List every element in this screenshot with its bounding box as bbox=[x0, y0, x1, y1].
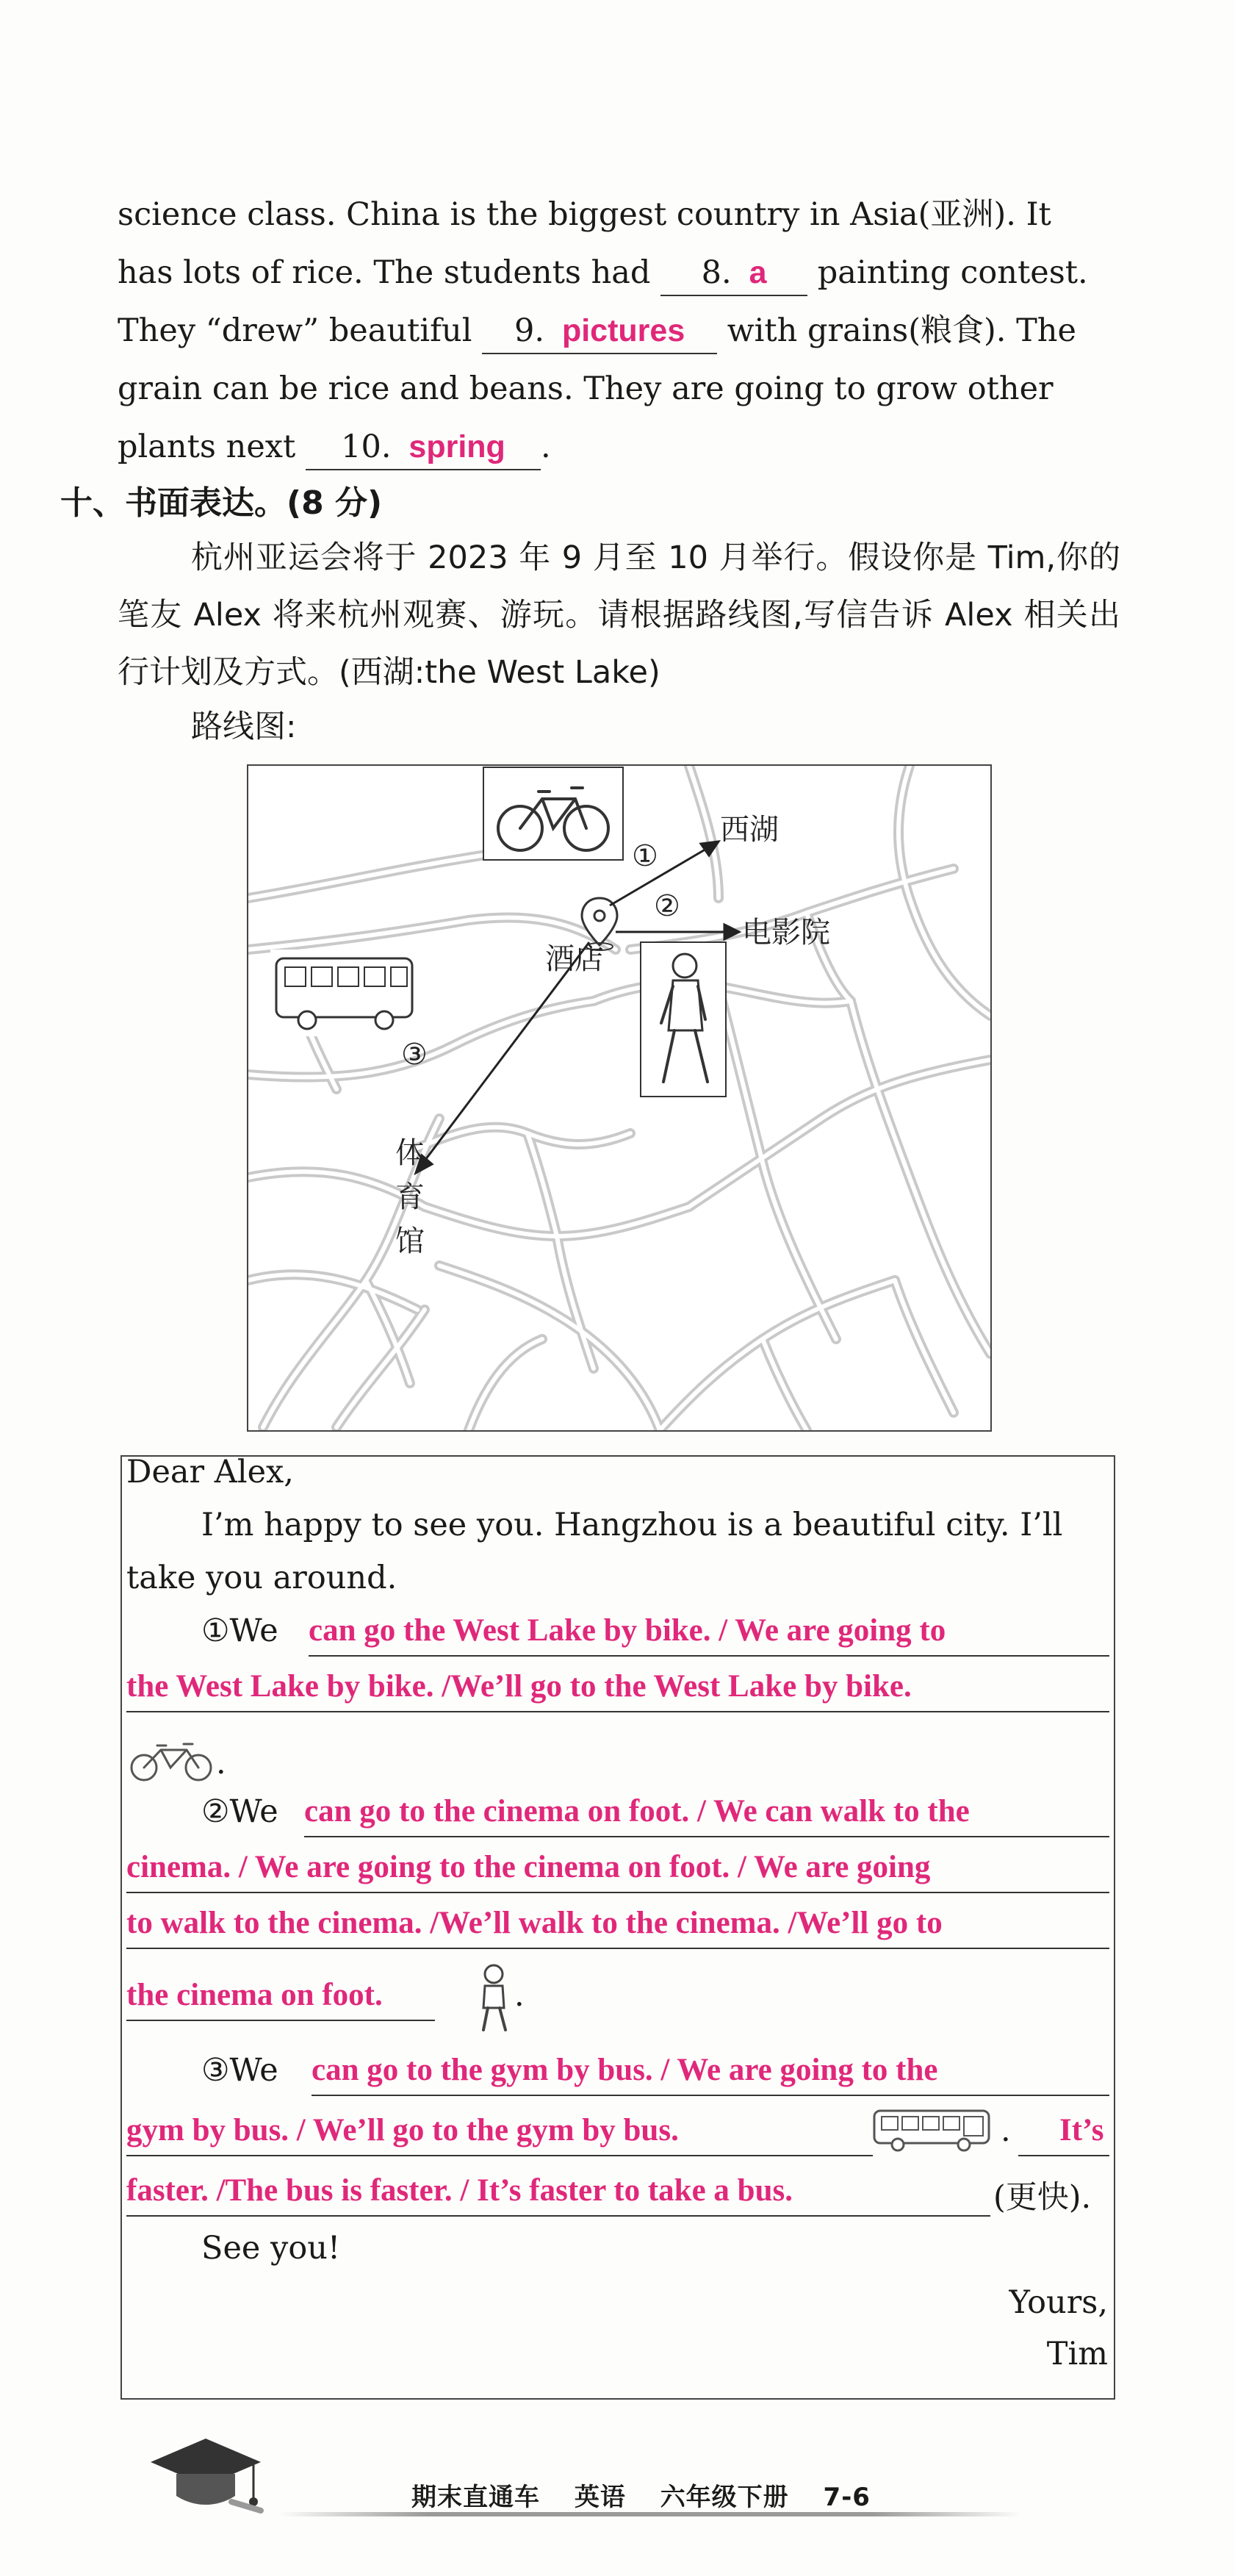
p2-period: . bbox=[514, 1977, 525, 2014]
map-label-gym-3: 馆 bbox=[395, 1224, 425, 1258]
answer-blank-8: 8. a bbox=[660, 251, 807, 296]
letter-greeting: Dear Alex, bbox=[126, 1454, 294, 1490]
p3-underline-3 bbox=[126, 2215, 990, 2217]
p1-period: . bbox=[216, 1745, 226, 1782]
p1-answer-line2: the West Lake by bike. /We’ll go to the West Lake by bike. bbox=[126, 1669, 912, 1704]
p2-underline-4 bbox=[126, 2020, 435, 2021]
p3-underline-2b bbox=[1018, 2155, 1109, 2156]
p2-answer-line4: the cinema on foot. bbox=[126, 1978, 383, 2012]
answer-blank-9: 9. pictures bbox=[482, 309, 717, 354]
route-map-label: 路线图: bbox=[191, 708, 297, 745]
letter-closing: See you! bbox=[201, 2230, 341, 2267]
letter-intro-line1: I’m happy to see you. Hangzhou is a beautiful city. I’ll bbox=[201, 1507, 1063, 1543]
route-map bbox=[247, 764, 992, 1432]
street-network-inner bbox=[248, 766, 990, 1430]
map-label-hotel: 酒店 bbox=[545, 942, 604, 976]
passage-line: plants next 10. spring . bbox=[118, 418, 1117, 476]
p2-answer-line2: cinema. / We are going to the cinema on foot. / We are going bbox=[126, 1850, 931, 1884]
p3-prefix: ③We bbox=[201, 2052, 278, 2089]
walking-person-icon bbox=[641, 942, 726, 1097]
letter-signature: Tim bbox=[1046, 2336, 1108, 2372]
p1-underline-1 bbox=[309, 1655, 1109, 1657]
p3-answer-line1: can go to the gym by bus. / We are going to the bbox=[312, 2053, 938, 2087]
route-mark-3: ③ bbox=[401, 1038, 428, 1072]
walking-boy-icon bbox=[476, 1962, 513, 2033]
bus-icon bbox=[270, 950, 417, 1036]
map-label-gym-1: 体 bbox=[395, 1136, 425, 1170]
letter-intro-line2: take you around. bbox=[126, 1560, 397, 1596]
route-mark-2: ② bbox=[654, 889, 680, 923]
p1-answer-line1: can go the West Lake by bike. / We are going to bbox=[309, 1613, 946, 1648]
bicycle-icon bbox=[128, 1740, 216, 1784]
p3-underline-2 bbox=[126, 2155, 873, 2156]
footer-grade: 六年级下册 bbox=[660, 2483, 789, 2512]
footer-rule bbox=[279, 2512, 1021, 2516]
route-map-drawing bbox=[248, 766, 990, 1430]
p2-answer-line1: can go to the cinema on foot. / We can walk to the bbox=[304, 1794, 970, 1829]
footer-subject: 英语 bbox=[574, 2483, 626, 2512]
graduation-cap-icon bbox=[143, 2425, 268, 2521]
p2-underline-3 bbox=[126, 1948, 1109, 1949]
map-label-gym-2: 育 bbox=[395, 1180, 425, 1214]
bus-icon bbox=[871, 2108, 993, 2153]
letter-box bbox=[120, 1455, 1115, 2400]
p3-answer-line3: faster. /The bus is faster. / It’s faster to take a bus. bbox=[126, 2173, 793, 2208]
p2-answer-line3: to walk to the cinema. /We’ll walk to the cinema. /We’ll go to bbox=[126, 1906, 943, 1940]
map-label-west-lake: 西湖 bbox=[720, 813, 779, 847]
answer-blank-10: 10. spring bbox=[306, 425, 541, 470]
p2-underline-2 bbox=[126, 1892, 1109, 1893]
p3-answer-line2: gym by bus. / We’ll go to the gym by bus. bbox=[126, 2113, 679, 2148]
reading-passage bbox=[118, 186, 1117, 476]
p2-prefix: ②We bbox=[201, 1793, 278, 1830]
p3-answer-line2b: It’s bbox=[1059, 2113, 1104, 2148]
p3-hint: (更快). bbox=[993, 2179, 1092, 2216]
letter-signoff: Yours, bbox=[1009, 2284, 1108, 2321]
p1-underline-2 bbox=[126, 1711, 1109, 1712]
section-heading: 十、书面表达。(8 分) bbox=[60, 484, 383, 522]
p2-underline-1 bbox=[304, 1836, 1109, 1837]
passage-line: has lots of rice. The students had 8. a painting contest. bbox=[118, 244, 1117, 302]
bicycle-icon bbox=[483, 767, 623, 860]
page-footer bbox=[411, 2477, 896, 2513]
passage-line: They “drew” beautiful 9. pictures with grains(粮食). The bbox=[118, 302, 1117, 360]
p3-underline-1 bbox=[312, 2095, 1109, 2096]
writing-instruction: 杭州亚运会将于 2023 年 9 月至 10 月举行。假设你是 Tim,你的笔友 Alex 将来杭州观赛、游玩。请根据路线图,写信告诉 Alex 相关出行计划及方式。(西湖:the West Lake) bbox=[118, 539, 1120, 691]
p1-prefix: ①We bbox=[201, 1612, 278, 1649]
footer-page-number: 7-6 bbox=[823, 2483, 871, 2512]
route-mark-1: ① bbox=[632, 839, 658, 873]
passage-line: science class. China is the biggest country in Asia(亚洲). It bbox=[118, 196, 1051, 233]
passage-line: grain can be rice and beans. They are going to grow other bbox=[118, 370, 1054, 407]
map-label-cinema: 电影院 bbox=[742, 916, 830, 950]
p3-period: . bbox=[1001, 2112, 1011, 2149]
footer-book-title: 期末直通车 bbox=[411, 2483, 540, 2512]
